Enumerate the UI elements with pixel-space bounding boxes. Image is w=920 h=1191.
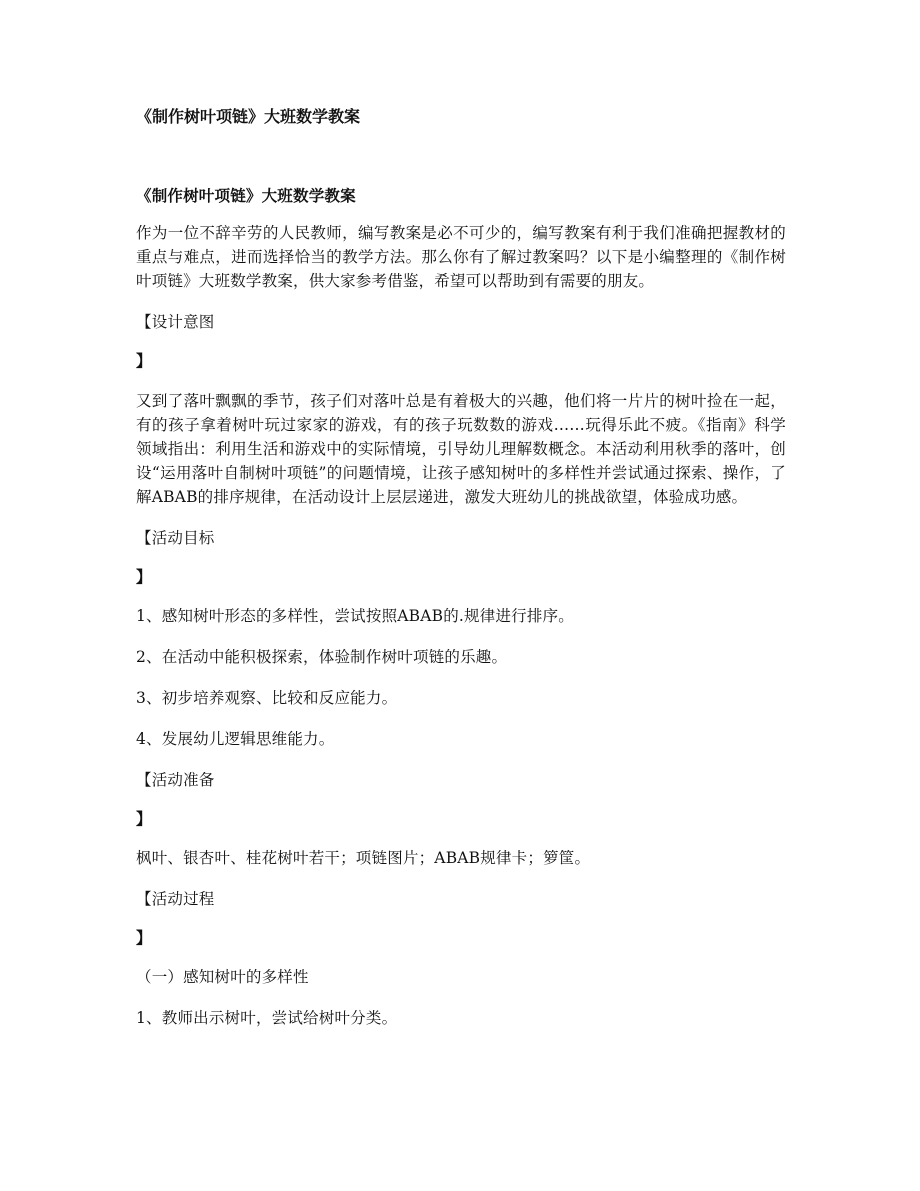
goal-item: 4、发展幼儿逻辑思维能力。 <box>136 729 335 748</box>
preparation-paragraph: 枫叶、银杏叶、桂花树叶若干；项链图片；ABAB规律卡；箩筐。 <box>136 848 591 867</box>
process-item: 1、教师出示树叶，尝试给树叶分类。 <box>136 1008 398 1027</box>
design-intent-paragraph: 又到了落叶飘飘的季节，孩子们对落叶总是有着极大的兴趣，他们将一片片的树叶捡在一起，有的孩子拿着树叶玩过家家的游戏，有的孩子玩数数的游戏……玩得乐此不疲。《指南》科学领域指出：利用生活和游戏中的实际情境，引导幼儿理解数概念。本活动利用秋季的落叶，创设“运用落叶自制树叶项链”的问题情境，让孩子感知树叶的多样性并尝试通过探索、操作，了解ABAB的排序规律，在活动设计上层层递进，激发大班幼儿的挑战欲望，体验成功感。 <box>136 391 786 507</box>
activity-preparation-bracket: 】 <box>136 808 152 828</box>
activity-process-heading: 【活动过程 <box>136 889 215 908</box>
document-body <box>136 185 786 1048</box>
process-subheading: （一）感知树叶的多样性 <box>136 967 309 986</box>
activity-preparation-heading: 【活动准备 <box>136 770 215 789</box>
activity-goals-heading: 【活动目标 <box>136 528 215 547</box>
document-title: 《制作树叶项链》大班数学教案 <box>136 107 361 126</box>
activity-goals-bracket: 】 <box>136 566 152 586</box>
goal-item: 3、初步培养观察、比较和反应能力。 <box>136 688 398 707</box>
goal-item: 1、感知树叶形态的多样性，尝试按照ABAB的.规律进行排序。 <box>136 606 574 625</box>
intro-paragraph: 作为一位不辞辛劳的人民教师，编写教案是必不可少的，编写教案有利于我们准确把握教材的重点与难点，进而选择恰当的教学方法。那么你有了解过教案吗？以下是小编整理的《制作树叶项链》大班数学教案，供大家参考借鉴，希望可以帮助到有需要的朋友。 <box>136 224 786 291</box>
activity-process-bracket: 】 <box>136 927 152 947</box>
design-intent-bracket: 】 <box>136 350 152 370</box>
design-intent-heading: 【设计意图 <box>136 312 215 331</box>
document-subtitle: 《制作树叶项链》大班数学教案 <box>136 186 356 205</box>
goal-item: 2、在活动中能积极探索，体验制作树叶项链的乐趣。 <box>136 647 508 666</box>
